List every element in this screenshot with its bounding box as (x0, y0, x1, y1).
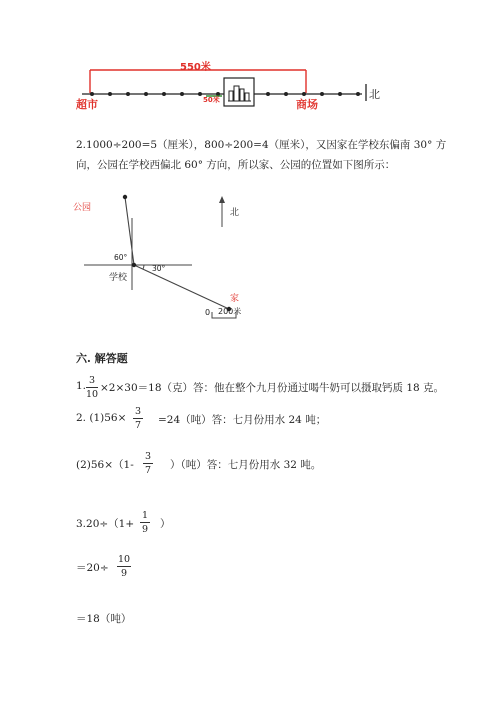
distance-label: 550米 (180, 62, 211, 73)
north-label: 北 (369, 88, 380, 101)
section-title: 六. 解答题 (76, 352, 128, 365)
answer3-line2-denominator: 9 (120, 568, 128, 579)
answer2b-prefix: (2)56×（1- (76, 459, 134, 471)
scale-distance-label: 200米 (218, 307, 242, 316)
answer1-numerator: 3 (88, 375, 96, 386)
mall-label: 商场 (296, 98, 318, 111)
answer2-prefix: 2. (1)56× (76, 412, 127, 424)
answer1-denominator: 10 (86, 389, 99, 400)
answer3-denominator: 9 (141, 524, 149, 535)
home-line (134, 265, 229, 309)
answer3-line2-prefix: ＝20÷ (76, 562, 109, 574)
answer2-numerator: 3 (134, 406, 142, 417)
angle-30-label: 30° (152, 264, 166, 273)
scale-zero-label: 0 (205, 308, 211, 317)
north-arrow-icon (219, 196, 225, 227)
problem2-line2: 向，公园在学校西偏北 60° 方向，所以家、公园的位置如下图所示： (76, 159, 396, 171)
problem2-line1: 2.1000÷200=5（厘米），800÷200=4（厘米），又因家在学校东偏南 30° 方 (76, 139, 447, 151)
answer3-prefix: 3.20÷（1+ (76, 518, 135, 530)
answer2-suffix: =24（吨）答：七月份用水 24 吨； (158, 414, 327, 426)
diagram-north-label: 北 (230, 208, 240, 218)
angle-60-label: 60° (114, 253, 128, 262)
answer3-line2-fraction (117, 554, 131, 579)
answer3-suffix: ） (160, 518, 171, 530)
answer3-line2-numerator: 10 (117, 554, 131, 565)
home-label: 家 (230, 294, 240, 304)
park-label: 公园 (73, 203, 92, 213)
school-label: 学校 (109, 273, 128, 283)
park-point (123, 195, 127, 199)
answer2b-suffix: ）（吨）答：七月份用水 32 吨。 (170, 459, 322, 471)
supermarket-label: 超市 (76, 98, 98, 111)
answer1-fraction (86, 375, 98, 400)
angle-30-arc (143, 265, 144, 269)
school-point (132, 263, 136, 267)
small-distance-label: 50米 (203, 96, 220, 104)
answer2-denominator: 7 (134, 420, 142, 431)
answer2-fraction (133, 406, 143, 431)
answer2b-fraction (143, 451, 153, 476)
answer2b-numerator: 3 (144, 451, 152, 462)
answer1-expression: ×2×30＝18（克）答：他在整个九月份通过喝牛奶可以摄取钙质 18 克。 (100, 382, 445, 394)
answer3-fraction (140, 510, 150, 535)
answer2b-denominator: 7 (144, 465, 152, 476)
answer3-line3: ＝18（吨） (76, 613, 132, 625)
answer1-prefix: 1. (76, 380, 87, 392)
answer3-numerator: 1 (141, 510, 149, 521)
